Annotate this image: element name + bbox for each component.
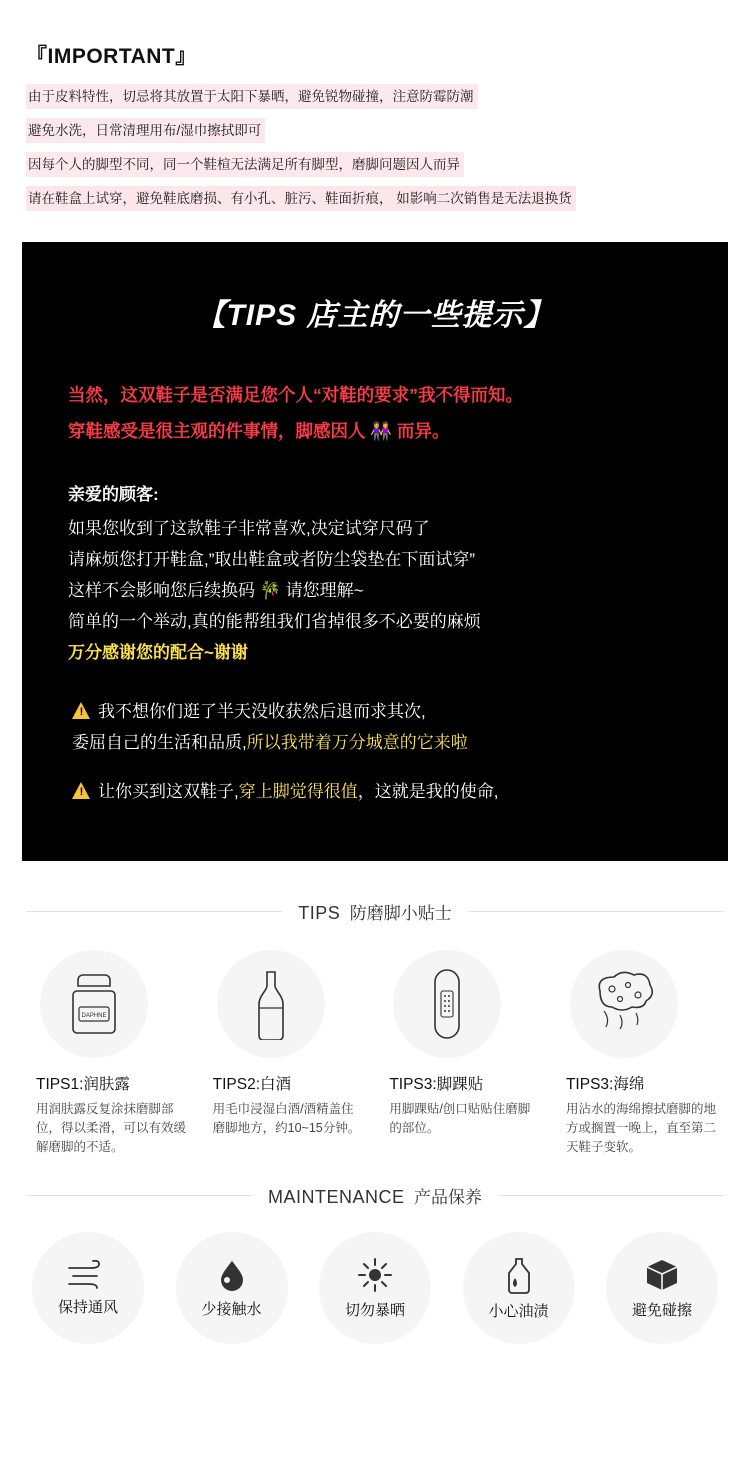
maintenance-label: 少接触水 — [201, 1300, 262, 1318]
tip-desc: 用毛巾浸湿白酒/酒精盖住磨脚地方，约10~15分钟。 — [212, 1102, 361, 1135]
tip-name: TIPS3:脚踝贴 — [389, 1076, 484, 1093]
maintenance-label: 保持通风 — [57, 1298, 118, 1316]
tip-name: TIPS1:润肤露 — [36, 1076, 130, 1093]
tips-heading-cn: 防磨脚小贴士 — [349, 904, 452, 923]
svg-text:DAPHNE: DAPHNE — [81, 1013, 107, 1019]
maintenance-heading-en: MAINTENANCE — [268, 1187, 405, 1207]
tip-desc: 用沾水的海绵擦拭磨脚的地方或搁置一晚上，直至第二天鞋子变软。 — [565, 1102, 716, 1154]
tips-panel-title: 【TIPS 店主的一些提示】 — [195, 299, 555, 332]
bandage-icon — [393, 950, 501, 1058]
maintenance-item — [313, 1232, 437, 1344]
warning-text: ，这就是我的使命, — [357, 782, 499, 801]
dear-customer-block — [68, 480, 688, 668]
shop-tips-panel — [22, 242, 728, 861]
tip-name: TIPS3:海绵 — [565, 1076, 645, 1093]
tip-desc: 用脚踝贴/创口贴贴住磨脚的部位。 — [389, 1102, 531, 1135]
tips-heading-en: TIPS — [298, 903, 341, 923]
tips-grid — [0, 924, 750, 1157]
maintenance-item — [170, 1232, 294, 1344]
important-line-wrap — [26, 186, 724, 220]
wind-icon — [65, 1260, 111, 1290]
maintenance-section-heading — [26, 1183, 724, 1208]
maintenance-item — [457, 1232, 581, 1344]
tips-section-heading — [26, 899, 724, 924]
tip-desc: 用润肤露反复涂抹磨脚部位，得以柔滑，可以有效缓解磨脚的不适。 — [36, 1102, 187, 1154]
liquor-bottle-icon — [217, 950, 325, 1058]
important-line: 因每个人的脚型不同，同一个鞋楦无法满足所有脚型，磨脚问题因人而异 — [26, 152, 464, 177]
tip-item — [34, 950, 186, 1157]
maintenance-label: 小心油渍 — [488, 1302, 549, 1320]
dear-customer-line: 请麻烦您打开鞋盒,”取出鞋盒或者防尘袋垫在下面试穿” — [68, 550, 476, 569]
important-line: 避免水洗，日常清理用布/湿巾擦拭即可 — [26, 118, 265, 143]
dear-customer-thanks: 万分感谢您的配合~谢谢 — [68, 643, 248, 662]
important-line-wrap — [26, 152, 724, 186]
important-line: 由于皮料特性，切忌将其放置于太阳下暴晒，避免锐物碰撞，注意防霉防潮 — [26, 84, 478, 109]
important-line-wrap — [26, 84, 724, 118]
warning-line — [72, 727, 688, 758]
maintenance-item — [26, 1232, 150, 1344]
divider-line — [26, 911, 282, 912]
sun-icon — [357, 1257, 393, 1293]
warning-icon — [72, 782, 91, 799]
tips-red-line: 当然，这双鞋子是否满足您个人“对鞋的要求”我不得而知。 — [68, 385, 523, 405]
water-drop-icon — [215, 1258, 249, 1292]
maintenance-label: 避免碰擦 — [631, 1301, 692, 1319]
maintenance-label: 切勿暴晒 — [344, 1301, 405, 1319]
tips-red-line: 穿鞋感受是很主观的件事情，脚感因人 👭 而异。 — [68, 421, 450, 441]
warning-text: 委屈自己的生活和品质, — [72, 733, 247, 752]
warning-text: 我不想你们逛了半天没收获然后退而求其次, — [98, 702, 426, 721]
divider-line — [498, 1195, 724, 1196]
important-title: 『IMPORTANT』 — [26, 45, 197, 68]
divider-line — [26, 1195, 252, 1196]
important-line-wrap — [26, 118, 724, 152]
warning-block — [72, 696, 688, 807]
tip-item — [387, 950, 539, 1157]
dear-customer-line: 简单的一个举动,真的能帮组我们省掉很多不必要的麻烦 — [68, 612, 481, 631]
box-icon — [644, 1257, 680, 1293]
spacer — [72, 758, 688, 776]
dear-customer-heading: 亲爱的顾客: — [68, 485, 159, 504]
lotion-jar-icon — [40, 950, 148, 1058]
divider-line — [468, 911, 724, 912]
tip-item — [211, 950, 363, 1157]
dear-customer-line: 这样不会影响您后续换码 🎋 请您理解~ — [68, 581, 364, 600]
important-line: 请在鞋盒上试穿，避免鞋底磨损、有小孔、脏污、鞋面折痕， 如影响二次销售是无法退换货 — [26, 186, 576, 211]
maintenance-grid — [0, 1208, 750, 1344]
warning-line — [72, 696, 688, 727]
warning-text-accent: 所以我带着万分城意的它来啦 — [246, 733, 468, 752]
warning-text-accent: 穿上脚觉得很值 — [238, 782, 358, 801]
sponge-icon — [570, 950, 678, 1058]
tip-item — [564, 950, 716, 1157]
oil-bottle-icon — [503, 1256, 535, 1294]
dear-customer-line: 如果您收到了这款鞋子非常喜欢,决定试穿尺码了 — [68, 519, 430, 538]
warning-line — [72, 776, 688, 807]
important-section — [0, 0, 750, 220]
warning-icon — [72, 702, 91, 719]
maintenance-item — [600, 1232, 724, 1344]
maintenance-heading-cn: 产品保养 — [413, 1188, 482, 1207]
warning-text: 让你买到这双鞋子, — [98, 782, 239, 801]
tip-name: TIPS2:白酒 — [212, 1076, 292, 1093]
